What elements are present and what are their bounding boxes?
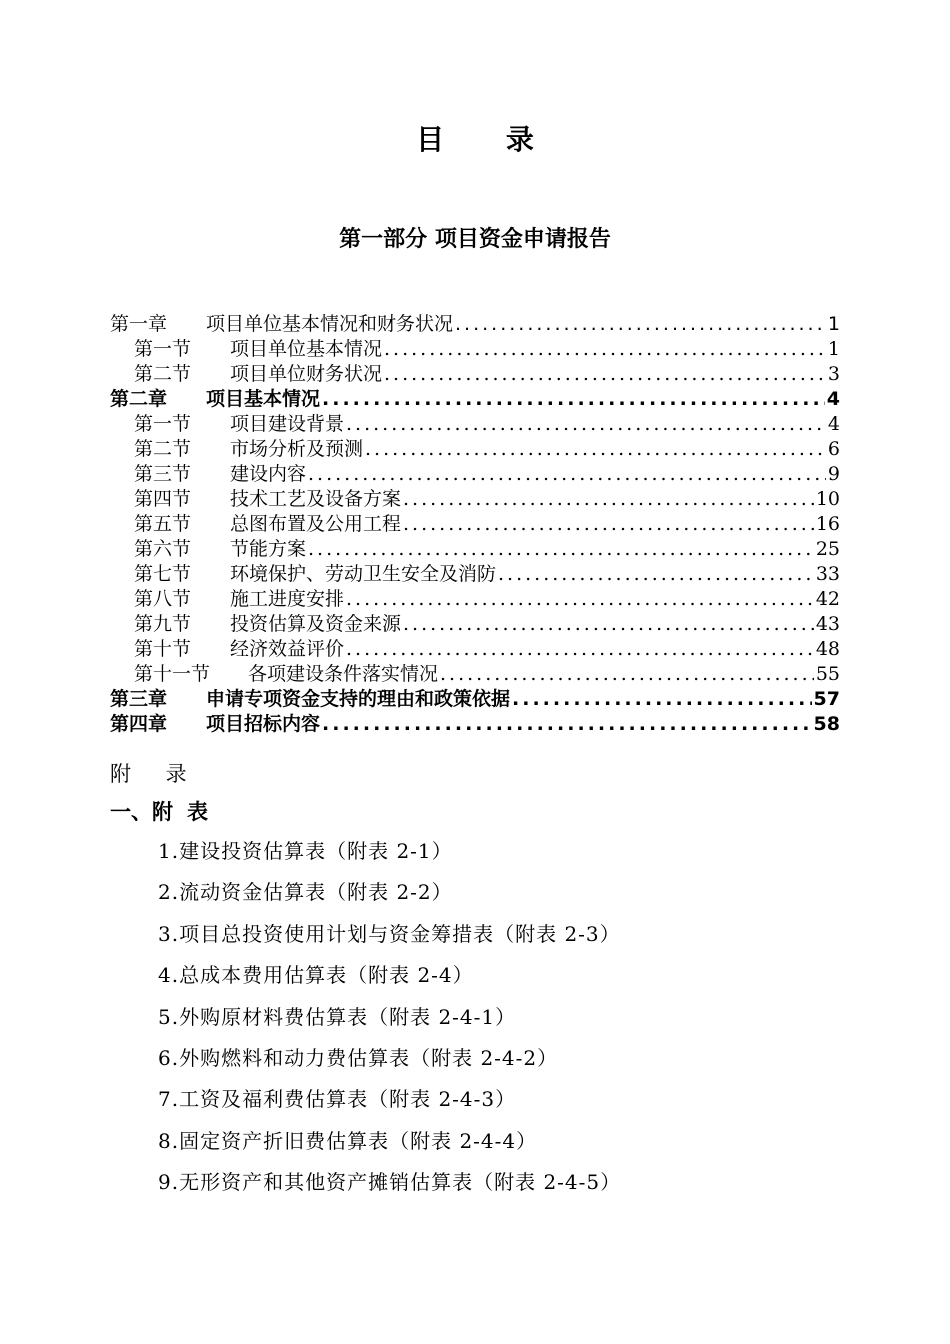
toc-entry-title: 施工进度安排 xyxy=(230,588,345,610)
toc-entry-number: 第三章 xyxy=(110,688,168,710)
toc-dot-leader xyxy=(440,662,814,687)
toc-dot-leader xyxy=(498,562,814,587)
toc-dot-leader xyxy=(346,637,814,662)
toc-section-row[interactable] xyxy=(110,487,840,512)
toc-chapter-row[interactable] xyxy=(110,312,840,337)
toc-entry-number: 第八节 xyxy=(134,588,192,610)
toc-entry-title: 总图布置及公用工程 xyxy=(230,513,402,535)
toc-section-row[interactable] xyxy=(110,437,840,462)
appendix-title: 附 录 xyxy=(110,762,201,786)
toc-dot-leader xyxy=(403,612,814,637)
toc-entry-title: 申请专项资金支持的理由和政策依据 xyxy=(206,688,511,710)
toc-dot-leader xyxy=(308,462,826,487)
appendix-list-item: 3.项目总投资使用计划与资金筹措表（附表 2-3） xyxy=(158,921,621,946)
toc-entry-title: 市场分析及预测 xyxy=(230,438,364,460)
page-title: 目 录 xyxy=(416,123,560,156)
appendix-list-item: 1.建设投资估算表（附表 2-1） xyxy=(158,839,453,863)
toc-page-number: 57 xyxy=(813,688,840,710)
toc-entry-number: 第一章 xyxy=(110,313,168,335)
toc-entry-number: 第一节 xyxy=(134,338,192,360)
toc-entry-title: 投资估算及资金来源 xyxy=(230,613,402,635)
toc-page-number: 33 xyxy=(815,563,840,585)
appendix-list-item: 2.流动资金估算表（附表 2-2） xyxy=(158,880,453,905)
toc-page-number: 16 xyxy=(815,513,840,535)
appendix-list-item: 5.外购原材料费估算表（附表 2-4-1） xyxy=(158,1004,517,1029)
toc-page-number: 55 xyxy=(815,663,840,685)
toc-dot-leader xyxy=(384,337,826,362)
toc-section-row[interactable] xyxy=(110,662,840,687)
toc-dot-leader xyxy=(455,312,826,337)
toc-page-number: 4 xyxy=(826,388,840,410)
appendix-list-item: 8.固定资产折旧费估算表（附表 2-4-4） xyxy=(158,1128,538,1153)
toc-page-number: 58 xyxy=(813,713,840,735)
toc-entry-number: 第七节 xyxy=(134,563,192,585)
toc-entry-title: 项目单位基本情况和财务状况 xyxy=(206,313,454,335)
toc-entry-number: 第二节 xyxy=(134,363,192,385)
toc-entry-number: 第四节 xyxy=(134,488,192,510)
toc-dot-leader xyxy=(346,412,826,437)
table-of-contents xyxy=(110,312,840,737)
appendix-list-item: 4.总成本费用估算表（附表 2-4） xyxy=(158,963,474,988)
toc-page-number: 43 xyxy=(815,613,840,635)
toc-dot-leader xyxy=(384,362,826,387)
toc-dot-leader xyxy=(308,537,814,562)
toc-chapter-row[interactable] xyxy=(110,687,840,712)
toc-section-row[interactable] xyxy=(110,637,840,662)
toc-page-number: 4 xyxy=(827,413,840,435)
toc-section-row[interactable] xyxy=(110,612,840,637)
toc-page-number: 3 xyxy=(827,363,840,385)
appendix-list-item: 9.无形资产和其他资产摊销估算表（附表 2-4-5） xyxy=(158,1170,622,1195)
toc-entry-number: 第三节 xyxy=(134,463,192,485)
toc-entry-number: 第四章 xyxy=(110,713,168,735)
toc-entry-number: 第九节 xyxy=(134,613,192,635)
toc-page-number: 48 xyxy=(815,638,840,660)
toc-section-row[interactable] xyxy=(110,587,840,612)
toc-page-number: 6 xyxy=(827,438,840,460)
toc-section-row[interactable] xyxy=(110,512,840,537)
appendix-list-item: 6.外购燃料和动力费估算表（附表 2-4-2） xyxy=(158,1045,559,1070)
toc-chapter-row[interactable] xyxy=(110,712,840,737)
appendix-subtitle-num: 一、附 xyxy=(110,800,173,824)
toc-section-row[interactable] xyxy=(110,362,840,387)
toc-dot-leader xyxy=(403,487,814,512)
toc-section-row[interactable] xyxy=(110,537,840,562)
toc-entry-number: 第六节 xyxy=(134,538,192,560)
toc-entry-title: 技术工艺及设备方案 xyxy=(230,488,402,510)
toc-chapter-row[interactable] xyxy=(110,387,840,412)
toc-entry-title: 经济效益评价 xyxy=(230,638,345,660)
appendix-subtitle xyxy=(110,796,208,826)
toc-entry-title: 项目单位财务状况 xyxy=(230,363,383,385)
toc-entry-number: 第十节 xyxy=(134,638,192,660)
toc-entry-title: 建设内容 xyxy=(230,463,307,485)
toc-page-number: 1 xyxy=(827,313,840,335)
toc-section-row[interactable] xyxy=(110,337,840,362)
toc-dot-leader xyxy=(346,587,814,612)
toc-entry-title: 项目基本情况 xyxy=(206,388,321,410)
toc-section-row[interactable] xyxy=(110,412,840,437)
toc-page-number: 42 xyxy=(815,588,840,610)
toc-dot-leader xyxy=(512,687,812,712)
toc-entry-title: 项目单位基本情况 xyxy=(230,338,383,360)
toc-dot-leader xyxy=(403,512,814,537)
toc-entry-number: 第五节 xyxy=(134,513,192,535)
toc-page-number: 1 xyxy=(827,338,840,360)
toc-entry-title: 项目建设背景 xyxy=(230,413,345,435)
toc-entry-number: 第二章 xyxy=(110,388,168,410)
toc-page-number: 9 xyxy=(827,463,840,485)
toc-dot-leader xyxy=(365,437,826,462)
toc-page-number: 25 xyxy=(815,538,840,560)
toc-entry-title: 项目招标内容 xyxy=(206,713,321,735)
toc-entry-title: 各项建设条件落实情况 xyxy=(248,663,439,685)
toc-section-row[interactable] xyxy=(110,462,840,487)
toc-section-row[interactable] xyxy=(110,562,840,587)
toc-entry-number: 第一节 xyxy=(134,413,192,435)
appendix-subtitle-text: 表 xyxy=(187,800,208,824)
appendix-list-item: 7.工资及福利费估算表（附表 2-4-3） xyxy=(158,1087,517,1112)
toc-page-number: 10 xyxy=(815,488,840,510)
toc-dot-leader xyxy=(322,387,825,412)
toc-entry-number: 第十一节 xyxy=(134,663,211,685)
appendix-list xyxy=(158,834,621,1207)
toc-dot-leader xyxy=(322,712,812,737)
toc-entry-number: 第二节 xyxy=(134,438,192,460)
toc-entry-title: 节能方案 xyxy=(230,538,307,560)
toc-entry-title: 环境保护、劳动卫生安全及消防 xyxy=(230,563,497,585)
part-title: 第一部分 项目资金申请报告 xyxy=(339,227,611,252)
